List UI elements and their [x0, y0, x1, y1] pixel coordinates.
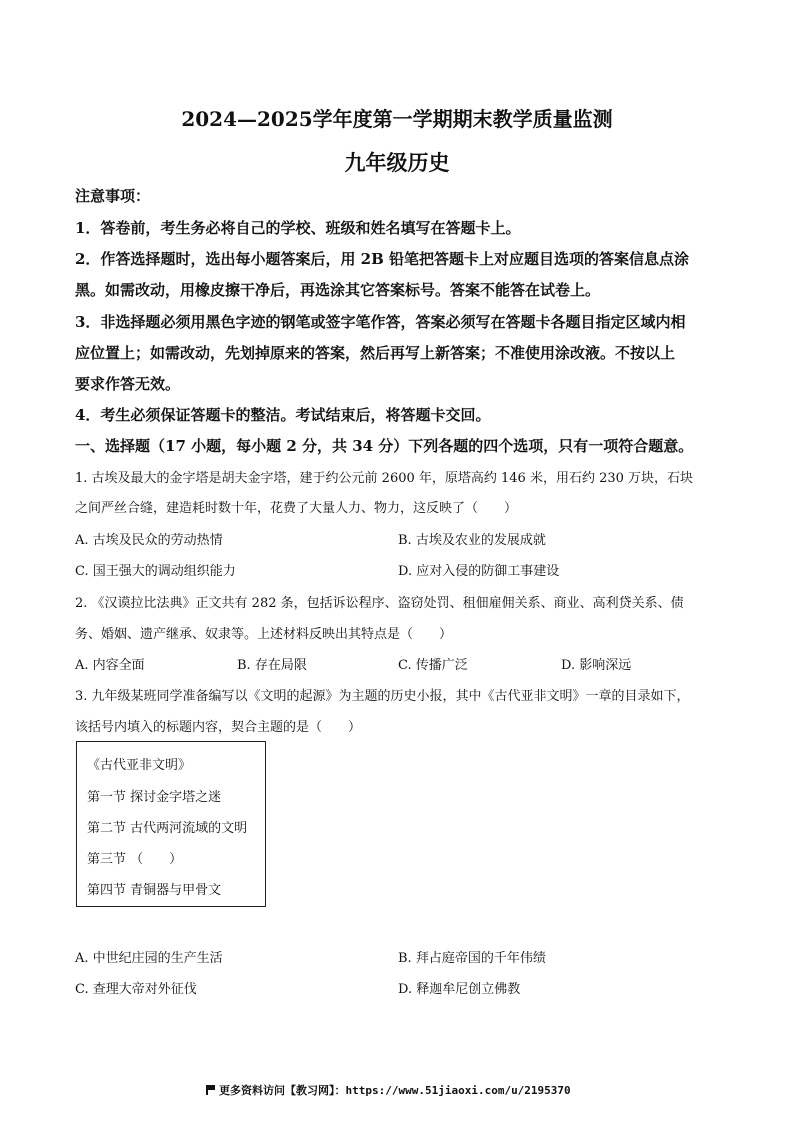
toc-title: 《古代亚非文明》 — [87, 758, 192, 773]
question-3-line-2: 该括号内填入的标题内容，契合主题的是（ ） — [75, 720, 362, 735]
toc-section-4: 第四节 青铜器与甲骨文 — [87, 883, 222, 898]
question-3-option-b: B. 拜占庭帝国的千年伟绩 — [398, 951, 546, 966]
toc-section-2: 第二节 古代两河流域的文明 — [87, 821, 248, 836]
notice-item-2-line-2: 黑。如需改动，用橡皮擦干净后，再选涂其它答案标号。答案不能答在试卷上。 — [75, 281, 601, 299]
question-3-option-c: C. 查理大帝对外征伐 — [75, 982, 197, 997]
question-3-line-1: 3. 九年级某班同学准备编写以《文明的起源》为主题的历史小报，其中《古代亚非文明》一章的目录如下， — [75, 689, 690, 704]
question-3-option-a: A. 中世纪庄园的生产生活 — [75, 951, 223, 966]
question-1-option-d: D. 应对入侵的防御工事建设 — [398, 564, 560, 579]
exam-subtitle: 九年级历史 — [344, 150, 450, 175]
toc-section-3: 第三节 （ ） — [87, 852, 183, 867]
notice-item-3-line-3: 要求作答无效。 — [75, 375, 181, 393]
question-3-option-d: D. 释迦牟尼创立佛教 — [398, 982, 521, 997]
footer-link[interactable] — [206, 1082, 571, 1098]
notice-item-3-line-2: 应位置上；如需改动，先划掉原来的答案，然后再写上新答案；不准使用涂改液。不按以上 — [75, 344, 676, 362]
question-2-option-c: C. 传播广泛 — [398, 658, 468, 673]
notice-heading: 注意事项： — [75, 187, 151, 205]
notice-item-3-line-1: 3．非选择题必须用黑色字迹的钢笔或签字笔作答，答案必须写在答题卡各题目指定区域内相 — [75, 313, 686, 331]
question-1-option-b: B. 古埃及农业的发展成就 — [398, 533, 546, 548]
table-of-contents-box — [76, 741, 266, 907]
notice-item-4: 4．考生必须保证答题卡的整洁。考试结束后，将答题卡交回。 — [75, 406, 491, 424]
exam-title: 2024—2025学年度第一学期期末教学质量监测 — [181, 107, 613, 131]
question-1-line-1: 1. 古埃及最大的金字塔是胡夫金字塔，建于约公元前 2600 年，原塔高约 146 米，用石约 230 万块，石块 — [75, 471, 694, 486]
toc-section-1: 第一节 探讨金字塔之迷 — [87, 790, 222, 805]
question-1-option-c: C. 国王强大的调动组织能力 — [75, 564, 236, 579]
notice-item-2-line-1: 2．作答选择题时，选出每小题答案后，用 2B 铅笔把答题卡上对应题目选项的答案信息点涂 — [75, 250, 690, 268]
question-2-line-2: 务、婚姻、遗产继承、奴隶等。上述材料反映出其特点是（ ） — [75, 627, 453, 642]
notice-item-1: 1．答卷前，考生务必将自己的学校、班级和姓名填写在答题卡上。 — [75, 219, 521, 237]
footer-text: 更多资料访问【教习网】：https://www.51jiaoxi.com/u/2195370 — [219, 1084, 571, 1097]
flag-icon — [206, 1085, 215, 1095]
question-2-option-a: A. 内容全面 — [75, 658, 145, 673]
question-1-option-a: A. 古埃及民众的劳动热情 — [75, 533, 223, 548]
section-1-heading: 一、选择题（17 小题，每小题 2 分，共 34 分）下列各题的四个选项，只有一项符合题意。 — [75, 437, 694, 455]
question-2-line-1: 2. 《汉谟拉比法典》正文共有 282 条，包括诉讼程序、盗窃处罚、租佃雇佣关系、商业、高利贷关系、债 — [75, 596, 684, 611]
question-2-option-b: B. 存在局限 — [237, 658, 307, 673]
question-1-line-2: 之间严丝合缝，建造耗时数十年，花费了大量人力、物力，这反映了（ ） — [75, 501, 518, 516]
question-2-option-d: D. 影响深远 — [561, 658, 632, 673]
